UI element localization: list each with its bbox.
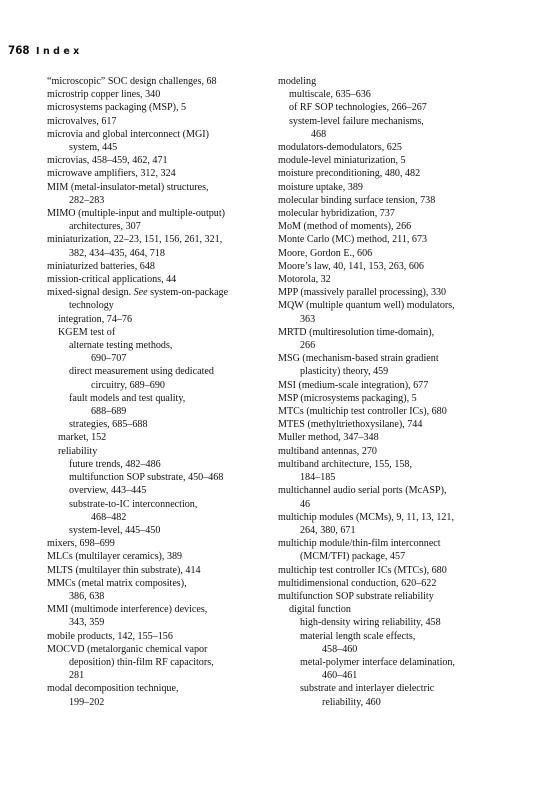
- index-entry: microvalves, 617: [47, 115, 117, 127]
- index-entry: strategies, 685–688: [69, 419, 148, 431]
- index-entry: 386, 638: [69, 590, 105, 602]
- index-entry: mixers, 698–699: [47, 538, 115, 550]
- index-entry: reliability: [58, 445, 98, 457]
- index-entry: 468–482: [91, 511, 127, 523]
- index-entry: “microscopic” SOC design challenges, 68: [47, 76, 217, 87]
- index-entry: 46: [300, 498, 311, 510]
- index-entry: mixed-signal design. See system-on-package: [47, 287, 229, 299]
- index-entry: mission-critical applications, 44: [47, 274, 177, 286]
- index-column-left: [47, 75, 269, 709]
- index-entry: MLCs (multilayer ceramics), 389: [47, 551, 183, 563]
- index-entry: MTES (methyltriethoxysilane), 744: [278, 419, 423, 431]
- index-entry: MoM (method of moments), 266: [278, 221, 412, 233]
- index-entry: microwave amplifiers, 312, 324: [47, 168, 176, 180]
- index-entry: MTCs (multichip test controller ICs), 680: [278, 406, 447, 418]
- index-entry: microsystems packaging (MSP), 5: [47, 102, 187, 114]
- index-entry: reliability, 460: [322, 696, 381, 708]
- index-entry: Moore’s law, 40, 141, 153, 263, 606: [278, 260, 424, 272]
- index-entry: system, 445: [69, 142, 118, 154]
- index-entry: (MCM/TFI) package, 457: [300, 551, 406, 563]
- index-entry: modulators-demodulators, 625: [278, 142, 402, 154]
- index-entry: molecular binding surface tension, 738: [278, 194, 436, 206]
- index-entry: KGEM test of: [58, 326, 116, 338]
- index-entry: 690–707: [91, 353, 127, 365]
- index-entry: miniaturization, 22–23, 151, 156, 261, 321,: [47, 234, 223, 246]
- index-entry: digital function: [289, 604, 351, 616]
- index-entry: 460–461: [322, 670, 358, 682]
- index-entry: multichip modules (MCMs), 9, 11, 13, 121,: [278, 511, 454, 523]
- index-entry: 282–283: [69, 194, 105, 206]
- index-entry: Muller method, 347–348: [278, 432, 379, 444]
- index-entry: MIMO (multiple-input and multiple-output): [47, 208, 226, 220]
- index-entry: architectures, 307: [69, 221, 141, 233]
- index-entry: multidimensional conduction, 620–622: [278, 577, 437, 589]
- index-entry: miniaturized batteries, 648: [47, 260, 155, 272]
- index-entry: future trends, 482–486: [69, 458, 161, 470]
- index-entry: molecular hybridization, 737: [278, 208, 395, 220]
- index-entry: Monte Carlo (MC) method, 211, 673: [278, 234, 428, 246]
- index-entry: module-level miniaturization, 5: [278, 155, 406, 167]
- index-column-right: [278, 75, 518, 709]
- index-entry: multifunction SOP substrate reliability: [278, 590, 434, 602]
- index-entry: multifunction SOP substrate, 450–468: [69, 472, 224, 484]
- index-entry: multiband architecture, 155, 158,: [278, 458, 412, 470]
- index-entry: 343, 359: [69, 617, 105, 629]
- index-entry: market, 152: [58, 432, 107, 444]
- index-entry: MMI (multimode interference) devices,: [47, 604, 208, 616]
- index-entry: substrate-to-IC interconnection,: [69, 498, 198, 510]
- index-entry: 382, 434–435, 464, 718: [69, 247, 165, 259]
- index-entry: MPP (massively parallel processing), 330: [278, 287, 447, 299]
- index-entry: system-level failure mechanisms,: [289, 115, 424, 127]
- index-entry: direct measurement using dedicated: [69, 366, 214, 378]
- index-entry: MLTS (multilayer thin substrate), 414: [47, 564, 201, 576]
- index-entry: multichip test controller ICs (MTCs), 680: [278, 564, 447, 576]
- index-entry: integration, 74–76: [58, 313, 133, 325]
- index-entry: 264, 380, 671: [300, 524, 356, 536]
- index-entry: of RF SOP technologies, 266–267: [289, 102, 427, 114]
- index-entry: microvias, 458–459, 462, 471: [47, 155, 168, 167]
- index-entry: deposition) thin-film RF capacitors,: [69, 656, 214, 668]
- index-entry: material length scale effects,: [300, 630, 416, 642]
- index-entry: microstrip copper lines, 340: [47, 89, 161, 101]
- index-entry: 199–202: [69, 696, 105, 708]
- index-entry: Motorola, 32: [278, 274, 331, 286]
- running-header: [8, 41, 83, 57]
- index-entry: moisture uptake, 389: [278, 181, 363, 193]
- index-entry: moisture preconditioning, 480, 482: [278, 168, 421, 180]
- index-entry: 458–460: [322, 643, 358, 655]
- index-entry: microvia and global interconnect (MGI): [47, 128, 210, 140]
- index-entry: plasticity) theory, 459: [300, 366, 389, 378]
- index-entry: alternate testing methods,: [69, 340, 173, 352]
- index-entry: MMCs (metal matrix composites),: [47, 577, 187, 589]
- index-entry: high-density wiring reliability, 458: [300, 617, 441, 629]
- index-entry: fault models and test quality,: [69, 392, 186, 404]
- index-entry: 363: [300, 313, 316, 325]
- index-entry: circuitry, 689–690: [91, 379, 165, 391]
- index-entry: 281: [69, 670, 85, 682]
- index-entry: MSG (mechanism-based strain gradient: [278, 353, 439, 365]
- index-entry: mobile products, 142, 155–156: [47, 630, 173, 642]
- index-entry: modal decomposition technique,: [47, 683, 179, 695]
- index-entry: technology: [69, 300, 114, 312]
- index-entry: MOCVD (metalorganic chemical vapor: [47, 643, 208, 655]
- index-entry: MIM (metal-insulator-metal) structures,: [47, 181, 209, 193]
- section-title: Index: [36, 46, 83, 57]
- index-entry: metal-polymer interface delamination,: [300, 656, 455, 668]
- index-entry: Moore, Gordon E., 606: [278, 247, 373, 259]
- index-entry: modeling: [278, 76, 317, 87]
- index-entry: substrate and interlayer dielectric: [300, 683, 435, 695]
- index-entry: 468: [311, 128, 327, 140]
- index-entry: MSP (microsystems packaging), 5: [278, 392, 417, 404]
- index-entry: multiband antennas, 270: [278, 445, 377, 457]
- index-entry: system-level, 445–450: [69, 524, 161, 536]
- index-entry: MQW (multiple quantum well) modulators,: [278, 300, 455, 312]
- index-entry: overview, 443–445: [69, 485, 147, 497]
- page-number: 768: [8, 43, 30, 57]
- index-entry: 184–185: [300, 472, 336, 484]
- index-entry: multichannel audio serial ports (McASP),: [278, 485, 447, 497]
- index-entry: MSI (medium-scale integration), 677: [278, 379, 429, 391]
- index-entry: 688–689: [91, 406, 127, 418]
- index-entry: 266: [300, 340, 316, 352]
- index-entry: MRTD (multiresolution time-domain),: [278, 326, 435, 338]
- index-entry: multichip module/thin-film interconnect: [278, 538, 441, 550]
- index-entry: multiscale, 635–636: [289, 89, 371, 101]
